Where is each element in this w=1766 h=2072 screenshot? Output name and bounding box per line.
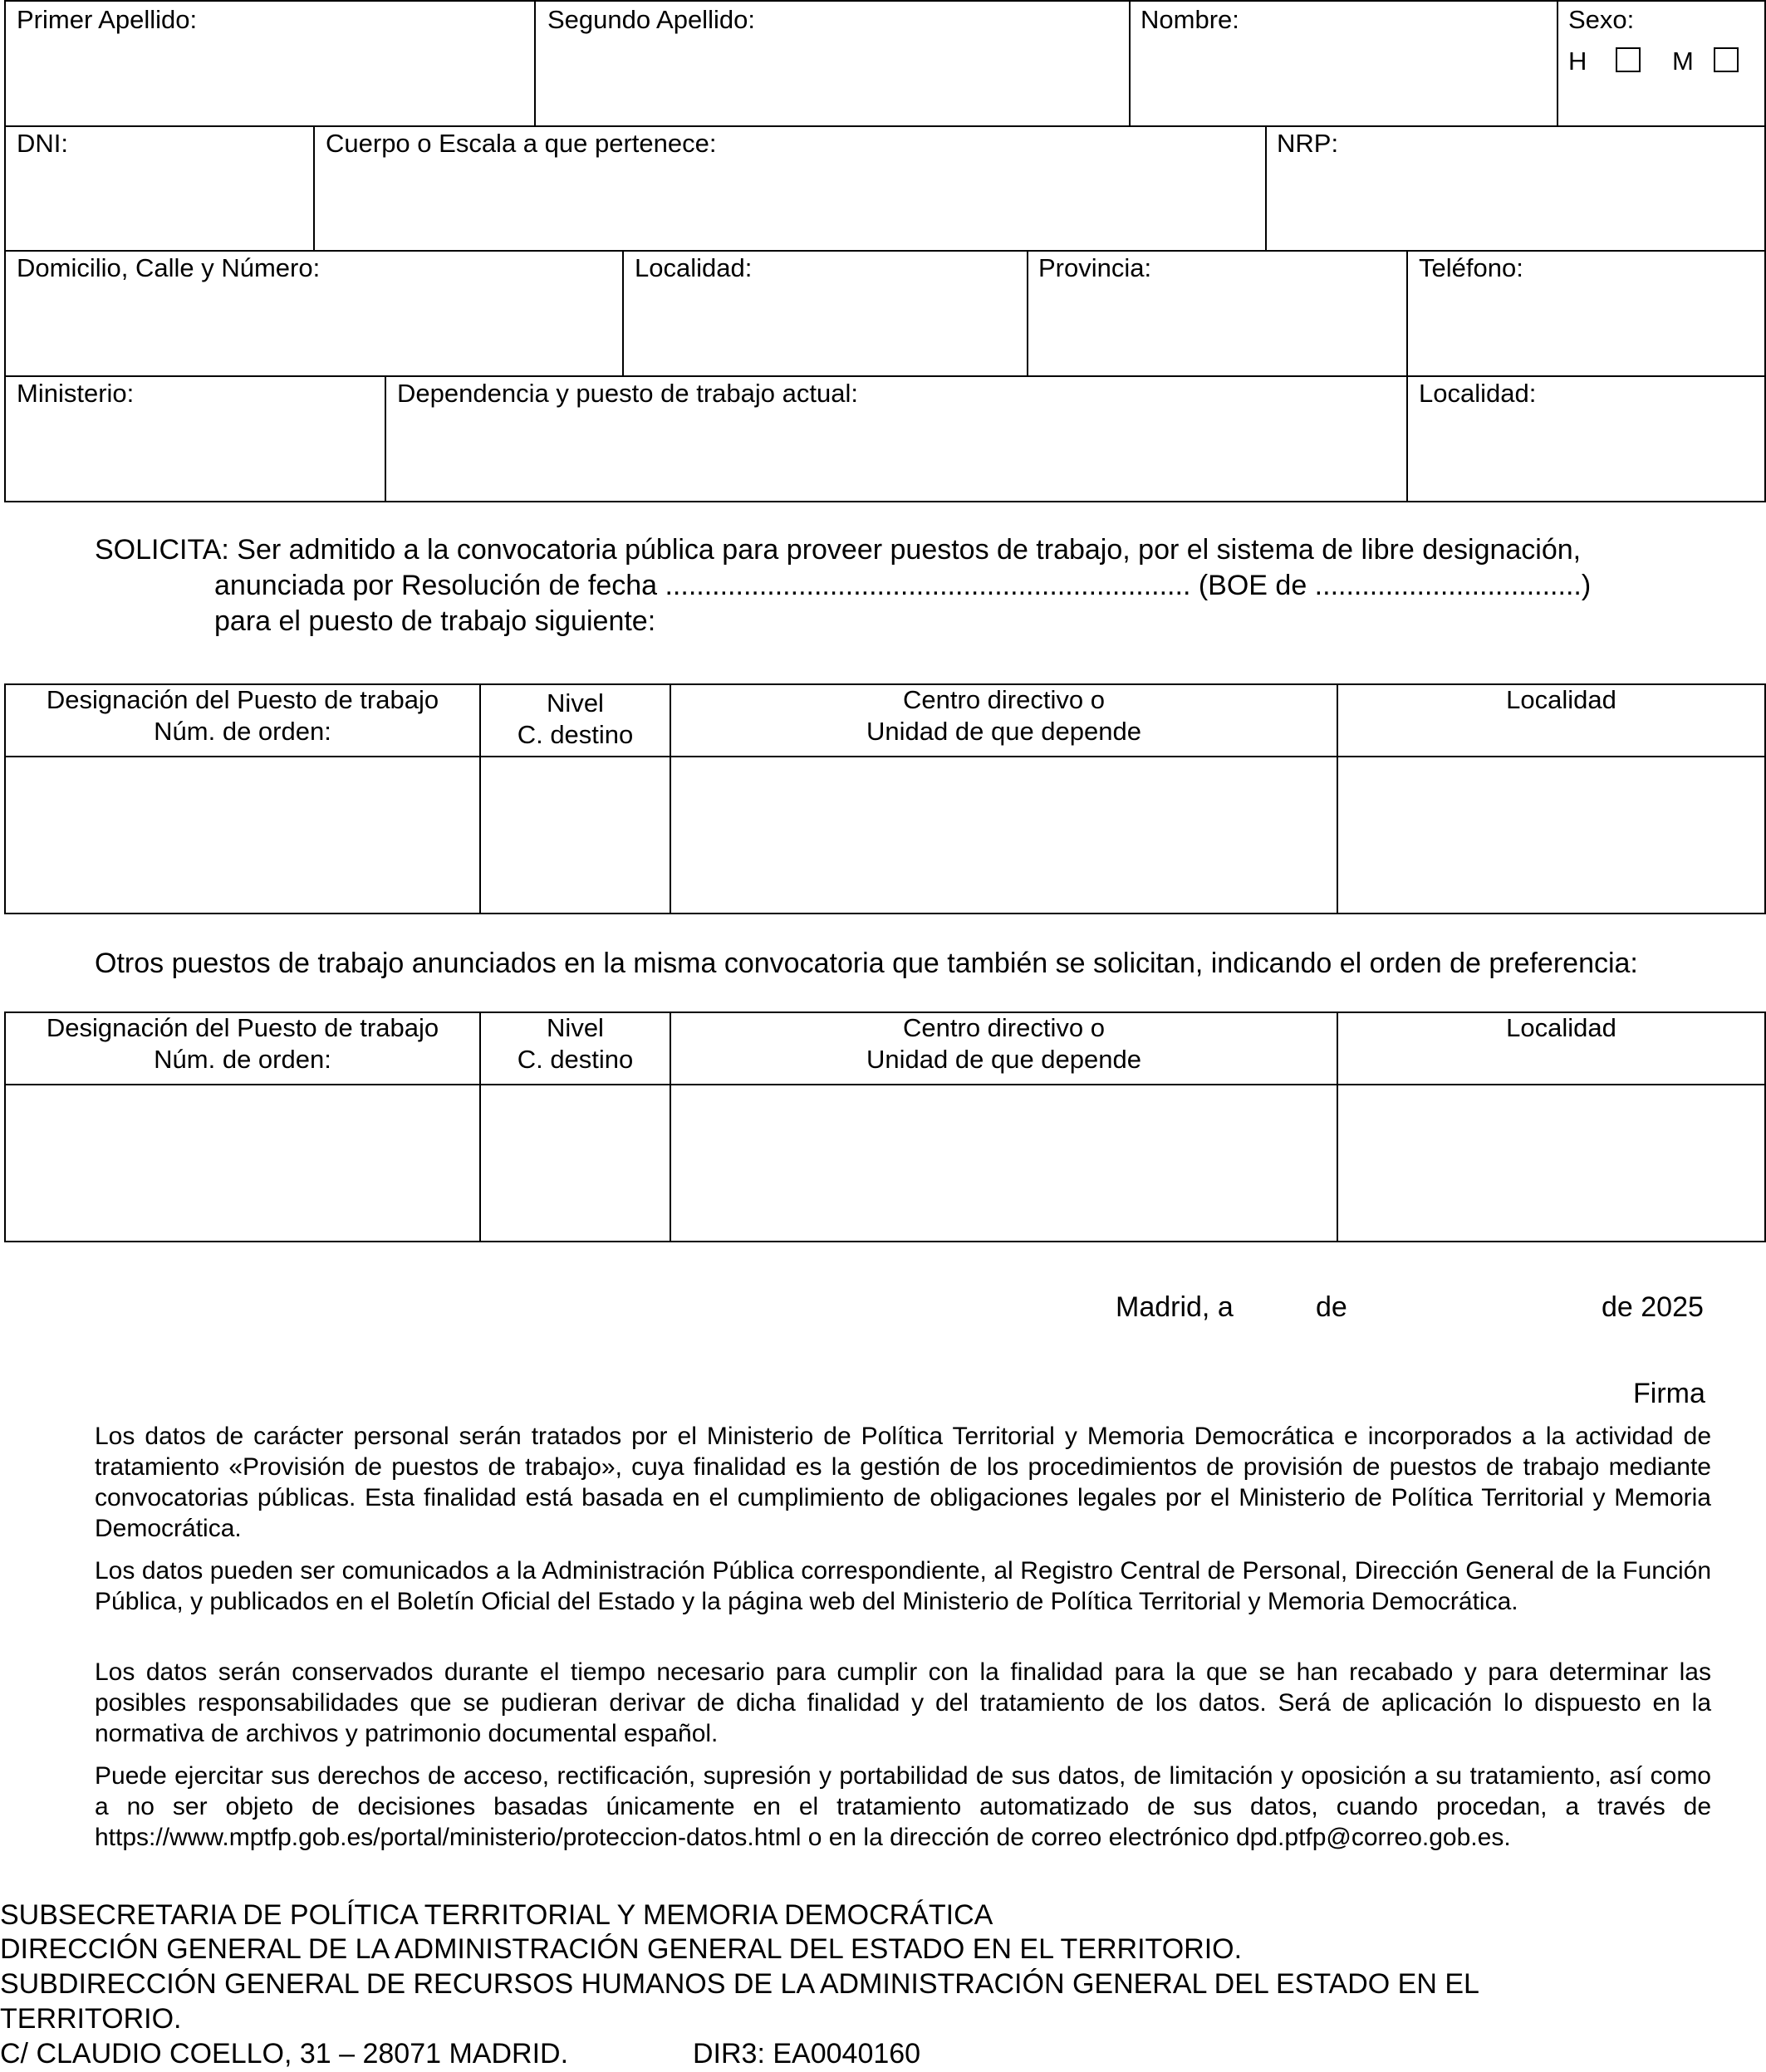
footer-address: C/ CLAUDIO COELLO, 31 – 28071 MADRID. <box>0 2038 569 2070</box>
header-nivel <box>481 688 670 751</box>
cell-nivel[interactable] <box>481 757 670 913</box>
nrp-field[interactable]: NRP: <box>1277 129 1339 158</box>
header-localidad-line1: Localidad <box>1506 685 1616 714</box>
domicilio-field[interactable]: Domicilio, Calle y Número: <box>17 253 321 282</box>
privacy-paragraph-4: Puede ejercitar sus derechos de acceso, rectificación, supresión y portabilidad de sus datos, de limitación y oposición a su tratamiento, así como a no ser objeto de decisiones basadas únicamente en el tratamiento automatizado de sus datos, cuando procedan, a través de https://www.mptfp.gob.es/portal/ministerio/proteccion-datos.html o en la dirección de correo electrónico dpd.ptfp@correo.gob.es. <box>95 1762 1711 1851</box>
header-localidad <box>1338 1012 1766 1044</box>
header-centro-line1: Centro directivo o <box>903 685 1105 714</box>
sexo-m-checkbox[interactable] <box>1714 47 1739 72</box>
col-divider <box>534 0 536 126</box>
solicita-line-2: anunciada por Resolución de fecha ................................................................... (BOE de ..................................) <box>214 570 1592 601</box>
header-designacion-line2: Núm. de orden: <box>154 1045 331 1074</box>
col-divider <box>385 375 386 502</box>
sexo-h-label: H <box>1568 47 1587 76</box>
header-nivel-line2: C. destino <box>517 720 634 749</box>
col-divider <box>1129 0 1131 126</box>
header-nivel-line1: Nivel <box>547 688 604 718</box>
header-nivel <box>481 1012 670 1075</box>
ministerio-field[interactable]: Ministerio: <box>17 379 135 408</box>
otros-puestos-text: Otros puestos de trabajo anunciados en la misma convocatoria que también se solicitan, indicando el orden de preferencia: <box>95 948 1638 979</box>
signature-de: de <box>1316 1291 1347 1323</box>
cell-designacion[interactable] <box>6 1085 479 1241</box>
localidad-field[interactable]: Localidad: <box>635 253 753 282</box>
header-nivel-line2: C. destino <box>517 1045 634 1074</box>
cell-designacion[interactable] <box>6 757 479 913</box>
dni-field[interactable]: DNI: <box>17 129 68 158</box>
cell-localidad[interactable] <box>1338 757 1764 913</box>
provincia-field[interactable]: Provincia: <box>1038 253 1152 282</box>
header-designacion-line2: Núm. de orden: <box>154 717 331 746</box>
cell-nivel[interactable] <box>481 1085 670 1241</box>
footer-subsecretaria: SUBSECRETARIA DE POLÍTICA TERRITORIAL Y MEMORIA DEMOCRÁTICA <box>0 1899 993 1931</box>
cell-localidad[interactable] <box>1338 1085 1764 1241</box>
solicita-line-3: para el puesto de trabajo siguiente: <box>214 605 656 637</box>
row-divider <box>4 125 1766 127</box>
sexo-m-label: M <box>1672 47 1694 76</box>
header-designacion-line1: Designación del Puesto de trabajo <box>46 685 439 714</box>
primer-apellido-field[interactable]: Primer Apellido: <box>17 5 198 34</box>
sexo-h-checkbox[interactable] <box>1616 47 1641 72</box>
cell-centro[interactable] <box>671 757 1337 913</box>
header-centro <box>671 684 1337 747</box>
privacy-paragraph-2: Los datos pueden ser comunicados a la Administración Pública correspondiente, al Registro Central de Personal, Dirección General de la Función Pública, y publicados en el Boletín Oficial del Estado y la página web del Ministerio de Política Territorial y Memoria Democrática. <box>95 1557 1711 1615</box>
row-divider <box>4 250 1766 252</box>
sexo-label: Sexo: <box>1568 5 1635 34</box>
header-centro-line2: Unidad de que depende <box>866 717 1141 746</box>
signature-year: de 2025 <box>1602 1291 1704 1323</box>
footer-direccion-general: DIRECCIÓN GENERAL DE LA ADMINISTRACIÓN GENERAL DEL ESTADO EN EL TERRITORIO. <box>0 1933 1243 1965</box>
signature-place: Madrid, a <box>1116 1291 1234 1323</box>
localidad-actual-field[interactable]: Localidad: <box>1419 379 1537 408</box>
privacy-paragraph-3: Los datos serán conservados durante el tiempo necesario para cumplir con la finalidad para la que se han recabado y para determinar las posibles responsabilidades que se pudieran derivar de dicha finalidad y del tratamiento de los datos. Será de aplicación lo dispuesto en la normativa de archivos y patrimonio documental español. <box>95 1658 1711 1747</box>
footer-subdireccion: SUBDIRECCIÓN GENERAL DE RECURSOS HUMANOS DE LA ADMINISTRACIÓN GENERAL DEL ESTADO EN EL <box>0 1968 1479 2000</box>
privacy-paragraph-1: Los datos de carácter personal serán tratados por el Ministerio de Política Territorial y Memoria Democrática e incorporados a la actividad de tratamiento «Provisión de puestos de trabajo», cuya finalidad es la gestión de los procedimientos de provisión de puestos de trabajo mediante convocatorias públicas. Esta finalidad está basada en el cumplimiento de obligaciones legales por el Ministerio de Política Territorial y Memoria Democrática. <box>95 1423 1711 1542</box>
row-divider <box>4 375 1766 377</box>
header-designacion <box>6 684 479 747</box>
header-designacion-line1: Designación del Puesto de trabajo <box>46 1013 439 1042</box>
col-divider <box>1406 250 1408 376</box>
col-divider <box>313 125 315 251</box>
header-nivel-line1: Nivel <box>547 1013 604 1042</box>
col-divider <box>1557 0 1558 126</box>
col-divider <box>1265 125 1267 251</box>
cell-centro[interactable] <box>671 1085 1337 1241</box>
header-centro <box>671 1012 1337 1075</box>
dependencia-field[interactable]: Dependencia y puesto de trabajo actual: <box>397 379 858 408</box>
header-localidad-line1: Localidad <box>1506 1013 1616 1042</box>
nombre-field[interactable]: Nombre: <box>1141 5 1239 34</box>
footer-subdireccion-cont: TERRITORIO. <box>0 2003 182 2035</box>
header-localidad <box>1338 684 1766 716</box>
cuerpo-escala-field[interactable]: Cuerpo o Escala a que pertenece: <box>326 129 717 158</box>
col-divider <box>1027 250 1028 376</box>
segundo-apellido-field[interactable]: Segundo Apellido: <box>547 5 755 34</box>
col-divider <box>622 250 624 376</box>
col-divider <box>1406 375 1408 502</box>
header-centro-line2: Unidad de que depende <box>866 1045 1141 1074</box>
header-designacion <box>6 1012 479 1075</box>
telefono-field[interactable]: Teléfono: <box>1419 253 1523 282</box>
signature-firma: Firma <box>1633 1378 1705 1409</box>
footer-dir3: DIR3: EA0040160 <box>693 2038 921 2070</box>
solicita-line-1: SOLICITA: Ser admitido a la convocatoria pública para proveer puestos de trabajo, por el sistema de libre designación, <box>95 534 1582 566</box>
header-centro-line1: Centro directivo o <box>903 1013 1105 1042</box>
